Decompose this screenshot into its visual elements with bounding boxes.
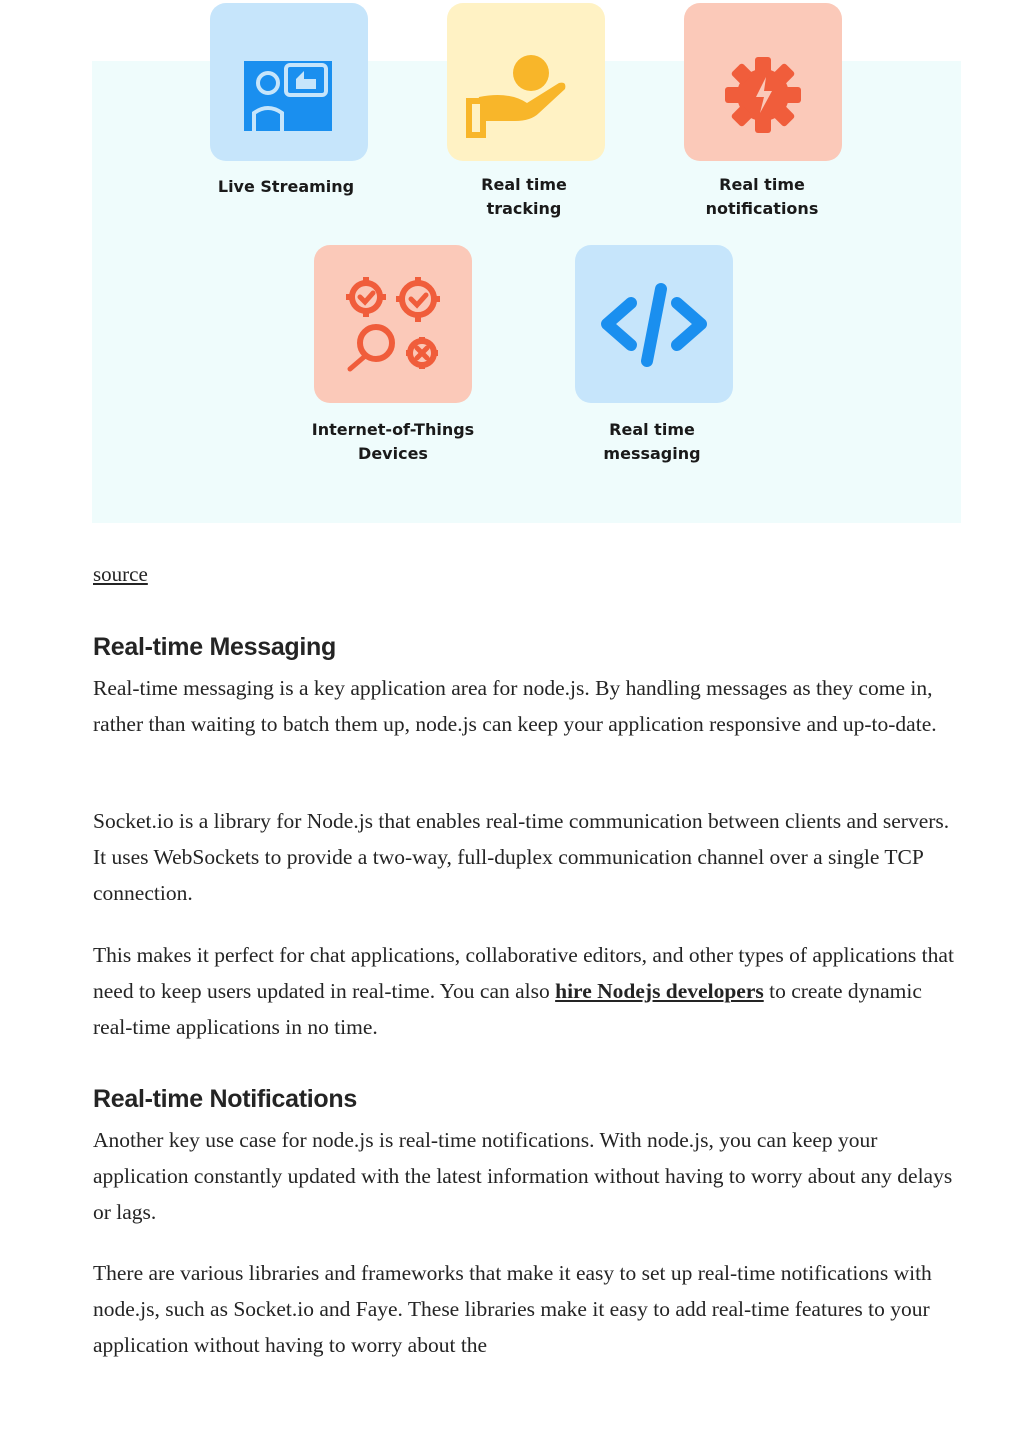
caption-notifications [652,173,872,221]
caption-line: Live Streaming [217,177,355,196]
live-streaming-tile [210,3,368,161]
caption-line: Devices [358,444,428,463]
source-link[interactable]: source [93,562,148,586]
hire-nodejs-developers-link[interactable]: hire Nodejs developers [555,979,764,1003]
paragraph: Socket.io is a library for Node.js that enables real-time communication between clients and servers. It uses WebSockets to provide a two-way, full-duplex communication channel over a single TCP connection. [93,809,950,905]
caption-line: notifications [705,199,819,218]
live-streaming-icon [210,3,368,161]
paragraph: Real-time messaging is a key application area for node.js. By handling messages as they come in, rather than waiting to batch them up, node.js can keep your application responsive and up-to-date. [93,676,937,736]
code-brackets-icon [575,245,733,403]
caption-tracking [414,173,634,221]
paragraph: There are various libraries and frameworks that make it easy to set up real-time notifications with node.js, such as Socket.io and Faye. These libraries make it easy to add real-time features to your application without having to worry about the [93,1261,932,1357]
caption-iot [283,418,503,466]
caption-line: Internet-of-Things [311,420,475,439]
iot-gears-icon [314,245,472,403]
caption-live-streaming [176,175,396,199]
paragraph-text: This makes it perfect for chat applications, collaborative editors, and other types of applications that need to keep users updated in real-time. You can also [93,943,954,1003]
paragraph: Another key use case for node.js is real-time notifications. With node.js, you can keep your application constantly updated with the latest information without having to worry about any delays or lags. [93,1128,953,1224]
tracking-tile [447,3,605,161]
paragraph-text: to create dynamic real-time applications in no time. [93,979,922,1039]
use-cases-figure [92,61,961,523]
caption-line: messaging [603,444,701,463]
iot-tile [314,245,472,403]
messaging-tile [575,245,733,403]
caption-line: Real time [719,175,805,194]
notification-gear-icon [684,3,842,161]
heading-realtime-notifications: Real-time Notifications [93,1085,357,1113]
caption-line: Real time [481,175,567,194]
tracking-hand-icon [447,3,605,161]
caption-line: Real time [609,420,695,439]
caption-messaging [542,418,762,466]
heading-realtime-messaging: Real-time Messaging [93,633,336,661]
notifications-tile [684,3,842,161]
caption-line: tracking [486,199,562,218]
paragraph [93,937,963,1045]
